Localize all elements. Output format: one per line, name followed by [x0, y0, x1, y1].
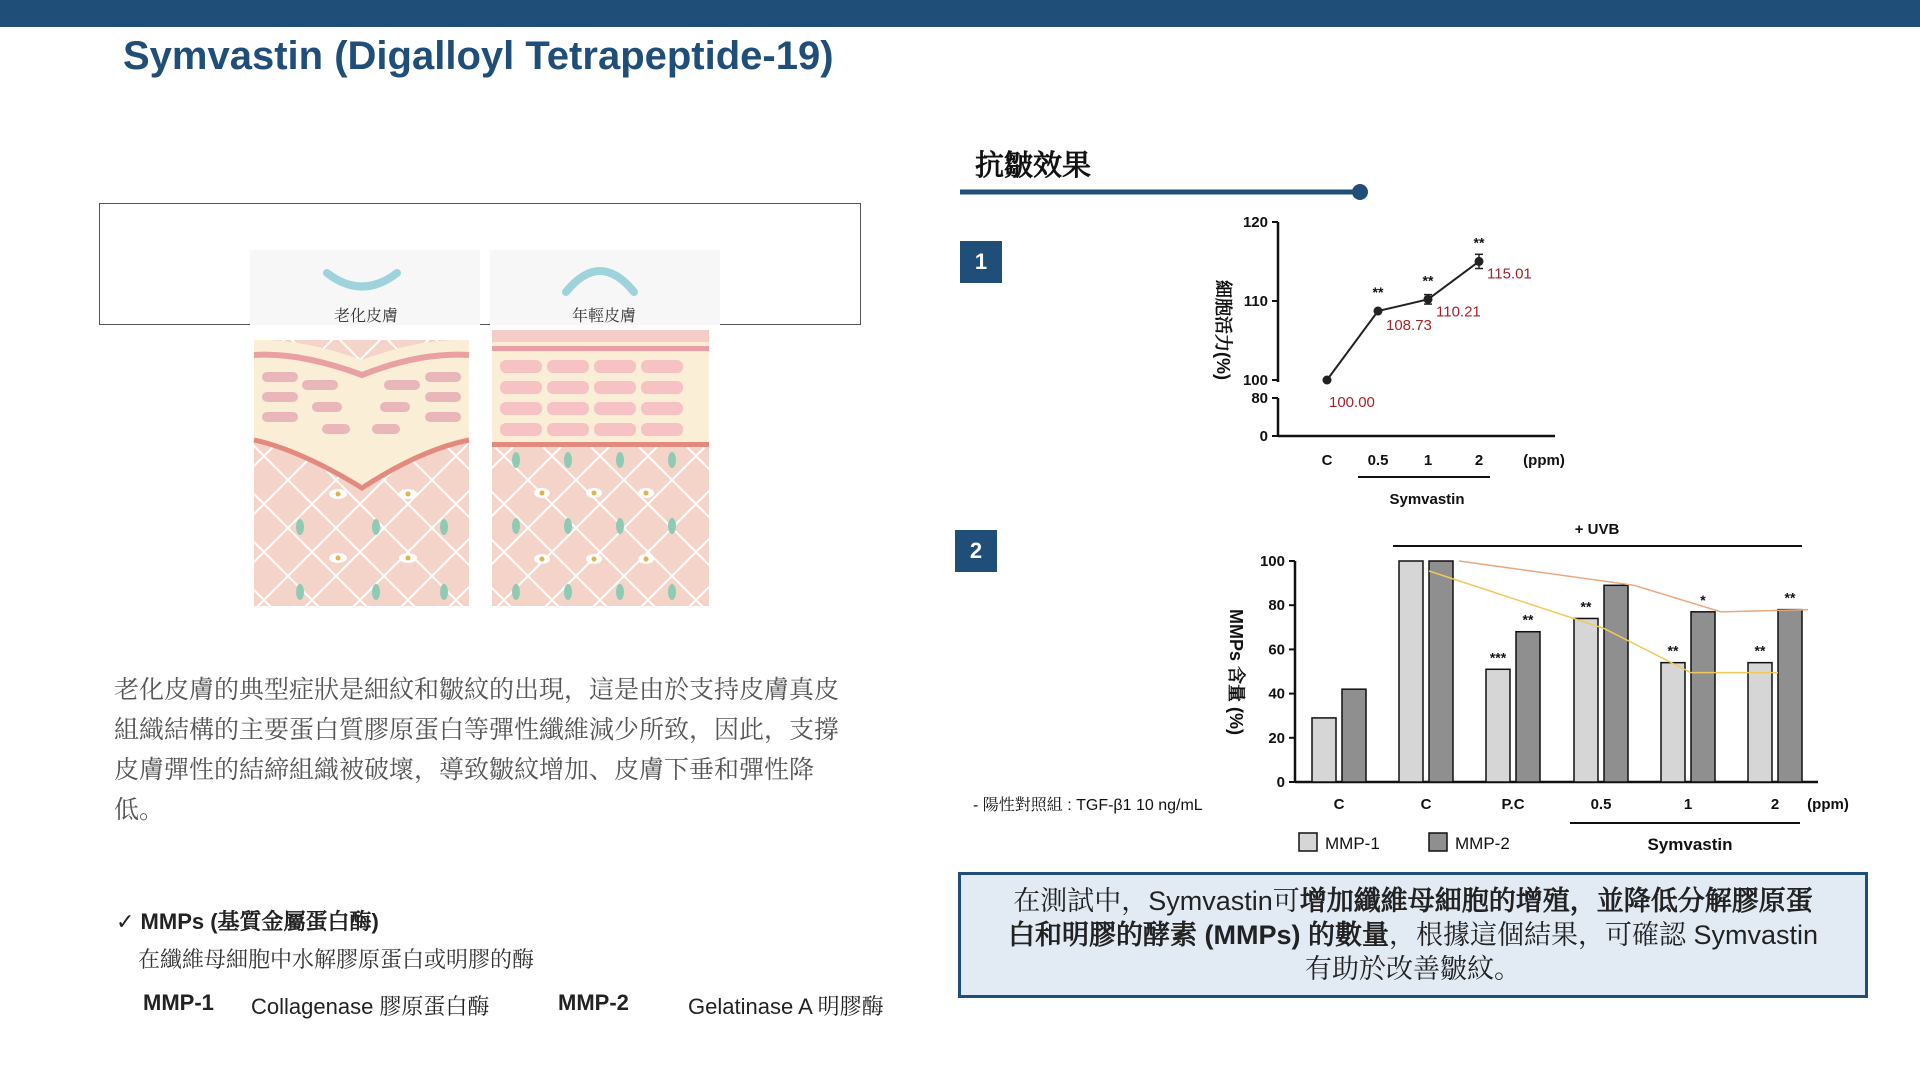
mmp-2-name: Gelatinase A 明膠酶: [688, 994, 884, 1019]
c2-ytick-label: 20: [1268, 729, 1285, 747]
c1-ytick-label: 120: [1242, 214, 1268, 231]
c1-ytick-label: 100: [1242, 372, 1268, 389]
young-skin-label: 年輕皮膚: [571, 306, 637, 325]
aged-skin-label: 老化皮膚: [333, 306, 399, 325]
c1-unit-label: (ppm): [1523, 452, 1565, 469]
legend-label-mmp2: MMP-2: [1455, 834, 1510, 853]
badge-1: 1: [960, 241, 1002, 283]
c2-significance: ***: [1489, 649, 1507, 666]
c1-ytick-label: 110: [1243, 293, 1268, 310]
mmp-2-code: MMP-2: [558, 990, 629, 1015]
c1-xtick-label: 2: [1474, 452, 1484, 469]
c1-value-label: 100.00: [1329, 394, 1375, 411]
c1-group-label: Symvastin: [1389, 491, 1465, 508]
mmp-1-code: MMP-1: [143, 990, 214, 1015]
c2-xtick-label: P.C: [1501, 796, 1525, 813]
c1-value-label: 115.01: [1487, 265, 1532, 283]
legend-label-mmp1: MMP-1: [1325, 834, 1380, 853]
aged-skin-block: [254, 340, 469, 606]
c2-ylabel: MMPs 含量 (%): [1226, 609, 1246, 735]
c1-xtick-label: 1: [1423, 452, 1433, 469]
c2-significance: **: [1580, 598, 1592, 615]
c1-value-label: 110.21: [1436, 303, 1481, 321]
c2-xtick-label: 1: [1683, 796, 1693, 813]
c1-significance: **: [1422, 272, 1434, 289]
c2-uvb-label: + UVB: [1574, 521, 1620, 538]
c2-ytick-label: 60: [1268, 641, 1285, 659]
c2-significance: *: [1700, 591, 1706, 608]
description-paragraph: 老化皮膚的典型症狀是細紋和皺紋的出現，這是由於支持皮膚真皮組織結構的主要蛋白質膠原蛋白等彈性纖維減少所致，因此，支撐皮膚彈性的結締組織被破壞，導致皺紋增加、皮膚下垂和彈性降低。: [114, 675, 840, 824]
c2-group-label: Symvastin: [1647, 835, 1733, 854]
c2-ytick-label: 0: [1276, 774, 1285, 791]
conclusion-text: 在測試中，Symvastin可增加纖維母細胞的增殖，並降低分解膠原蛋白和明膠的酵素 (MMPs) 的數量，根據這個結果，可確認 Symvastin 有助於改善皺紋。: [1007, 886, 1819, 984]
c2-ytick-label: 100: [1259, 553, 1285, 570]
mmp-heading: ✓ MMPs (基質金屬蛋白酶): [116, 909, 379, 934]
c1-ytick-label: 0: [1259, 428, 1268, 445]
mmp-subheading: 在纖維母細胞中水解膠原蛋白或明膠的酶: [138, 947, 535, 972]
page-title: Symvastin (Digalloyl Tetrapeptide-19): [123, 34, 834, 78]
mmp-1-name: Collagenase 膠原蛋白酶: [251, 994, 490, 1019]
section-title: 抗皺效果: [975, 150, 1092, 182]
young-skin-block: [492, 330, 709, 606]
c2-ytick-label: 40: [1268, 685, 1285, 703]
c2-xtick-label: C: [1420, 796, 1432, 813]
c1-value-label: 108.73: [1386, 317, 1432, 335]
badge-2: 2: [955, 530, 997, 572]
c2-xtick-label: 0.5: [1590, 796, 1612, 813]
c2-significance: **: [1667, 642, 1679, 659]
c2-significance: **: [1522, 611, 1534, 628]
c2-ytick-label: 80: [1268, 597, 1285, 615]
c2-significance: **: [1784, 589, 1796, 606]
c1-significance: **: [1473, 234, 1485, 251]
c1-xtick-label: C: [1321, 452, 1333, 469]
c2-significance: **: [1754, 642, 1766, 659]
c1-ytick-label: 80: [1251, 390, 1268, 407]
c2-xtick-label: C: [1333, 796, 1345, 813]
c1-xtick-label: 0.5: [1367, 452, 1389, 469]
c2-xtick-label: 2: [1770, 796, 1780, 813]
c2-unit-label: (ppm): [1807, 796, 1849, 813]
c1-ylabel: 細胞活力(%): [1213, 280, 1233, 380]
c2-footnote: - 陽性對照組 : TGF-β1 10 ng/mL: [973, 797, 1203, 814]
c1-significance: **: [1372, 284, 1384, 301]
conclusion-box: [958, 872, 1868, 998]
